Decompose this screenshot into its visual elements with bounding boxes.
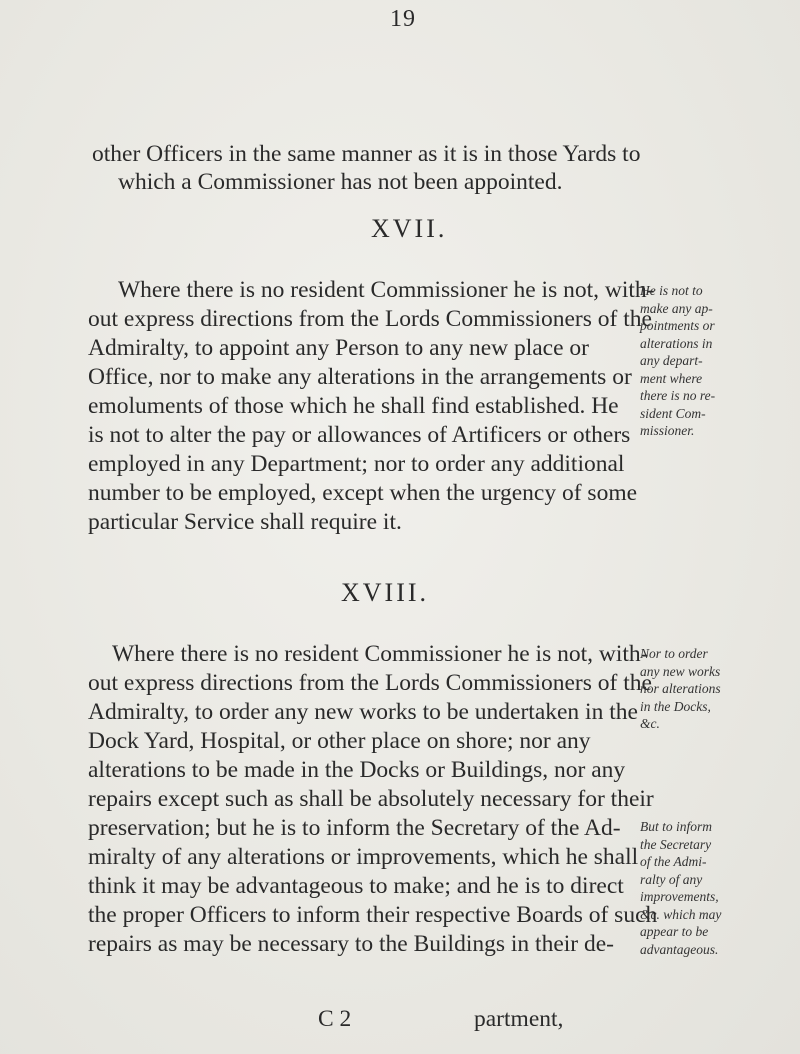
text-line: Admiralty, to order any new works to be undertaken in the [88, 699, 638, 725]
note-line: any new works [640, 663, 721, 679]
text-line: Office, nor to make any alterations in the arrangements or [88, 364, 632, 390]
text-line: number to be employed, except when the urgency of some [88, 480, 638, 506]
catchword: partment, [474, 1006, 564, 1032]
note-line: But to inform [640, 819, 713, 834]
text-line: preservation; but he is to inform the Secretary of the Ad- [88, 815, 621, 841]
note-line: &c. [640, 716, 660, 731]
text-line: Where there is no resident Commissioner he is not, with- [112, 641, 649, 667]
note-line: appear to be [640, 924, 709, 939]
text-line: think it may be advantageous to make; and he is to direct [88, 873, 624, 899]
note-line: missioner. [640, 423, 695, 438]
note-line: alterations in [640, 335, 713, 351]
text-line: which a Commissioner has not been appointed. [118, 169, 563, 195]
note-line: sident Com- [640, 405, 706, 421]
note-line: in the Docks, [640, 698, 711, 714]
note-line: any depart- [640, 353, 703, 368]
note-line: He is not to [640, 283, 703, 298]
page-number: 19 [390, 6, 416, 32]
note-line: make any ap- [640, 300, 713, 316]
note-line: ment where [640, 370, 703, 386]
note-line: ralty of any [640, 871, 703, 887]
note-line: advantageous. [640, 941, 719, 957]
text-line: particular Service shall require it. [88, 509, 402, 535]
text-line: alterations to be made in the Docks or Buildings, nor any [88, 757, 626, 783]
note-line: pointments or [640, 318, 715, 333]
text-line: miralty of any alterations or improvements, which he shall [88, 844, 639, 870]
margin-note-xvii [640, 282, 715, 440]
text-line: repairs as may be necessary to the Buildings in their de- [88, 931, 614, 957]
text-line: Dock Yard, Hospital, or other place on shore; nor any [88, 728, 591, 754]
text-line: is not to alter the pay or allowances of Artificers or others [88, 422, 631, 448]
note-line: improvements, [640, 889, 719, 904]
text-line: out express directions from the Lords Commissioners of the [88, 670, 652, 696]
signature-mark: C 2 [318, 1006, 352, 1032]
margin-note-xviii-inform [640, 818, 721, 958]
note-line: there is no re- [640, 388, 716, 403]
note-line: nor alterations [640, 681, 721, 696]
note-line: &c. which may [640, 906, 722, 922]
section-heading-xviii: XVIII. [341, 578, 430, 607]
text-line: Where there is no resident Commissioner he is not, with- [118, 277, 655, 303]
margin-note-xviii-works [640, 645, 721, 733]
note-line: the Secretary [640, 836, 712, 852]
text-line: emoluments of those which he shall find established. He [88, 393, 619, 419]
section-heading-xvii: XVII. [371, 214, 448, 243]
text-line: Admiralty, to appoint any Person to any new place or [88, 335, 589, 361]
text-line: the proper Officers to inform their respective Boards of such [88, 902, 658, 928]
text-line: employed in any Department; nor to order any additional [88, 451, 625, 477]
text-line: other Officers in the same manner as it is in those Yards to [92, 141, 641, 167]
text-line: out express directions from the Lords Commissioners of the [88, 306, 652, 332]
note-line: Nor to order [640, 646, 708, 661]
note-line: of the Admi- [640, 854, 707, 869]
text-line: repairs except such as shall be absolutely necessary for their [88, 786, 654, 812]
